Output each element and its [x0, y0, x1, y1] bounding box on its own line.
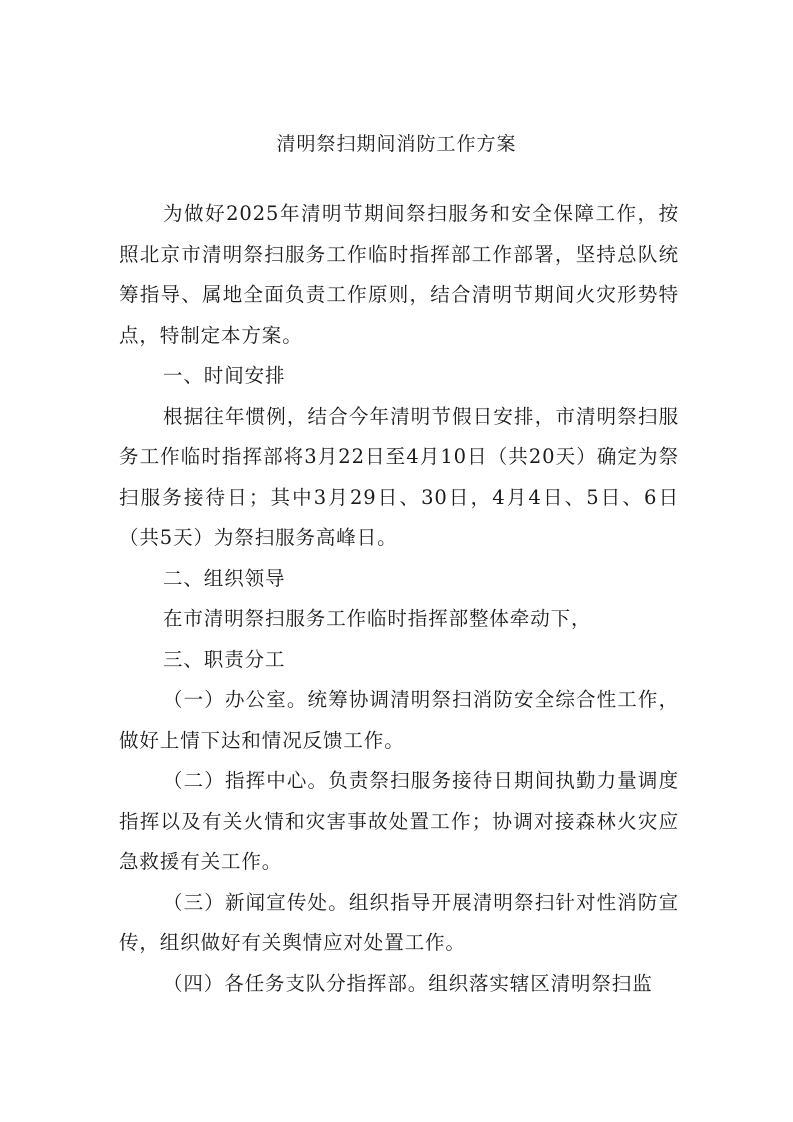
time-arrangement-paragraph: 根据往年惯例，结合今年清明节假日安排，市清明祭扫服务工作临时指挥部将3月22日至4月10日（共20天）确定为祭扫服务接待日；其中3月29日、30日，4月4日、5日、6日（共5天）为祭扫服务高峰日。 — [119, 404, 679, 549]
section-heading-organization: 二、组织领导 — [163, 566, 286, 590]
duty-detachments-paragraph: （四）各任务支队分指挥部。组织落实辖区清明祭扫监 — [163, 971, 653, 995]
section-heading-duties: 三、职责分工 — [163, 647, 286, 671]
section-heading-time: 一、时间安排 — [163, 364, 286, 387]
intro-paragraph: 为做好2025年清明节期间祭扫服务和安全保障工作，按照北京市清明祭扫服务工作临时指挥部工作部署，坚持总队统筹指导、属地全面负责工作原则，结合清明节期间火灾形势特点，特制定本方案。 — [119, 202, 679, 347]
document-title: 清明祭扫期间消防工作方案 — [276, 133, 517, 155]
duty-command-center-paragraph: （二）指挥中心。负责祭扫服务接待日期间执勤力量调度指挥以及有关火情和灾害事故处置工作；协调对接森林火灾应急救援有关工作。 — [119, 769, 679, 873]
document-body — [119, 194, 679, 1004]
duty-office-paragraph: （一）办公室。统筹协调清明祭扫消防安全综合性工作，做好上情下达和情况反馈工作。 — [119, 688, 679, 752]
organization-paragraph: 在市清明祭扫服务工作临时指挥部整体牵动下， — [163, 607, 592, 630]
duty-publicity-paragraph: （三）新闻宣传处。组织指导开展清明祭扫针对性消防宣传，组织做好有关舆情应对处置工作。 — [119, 890, 679, 954]
